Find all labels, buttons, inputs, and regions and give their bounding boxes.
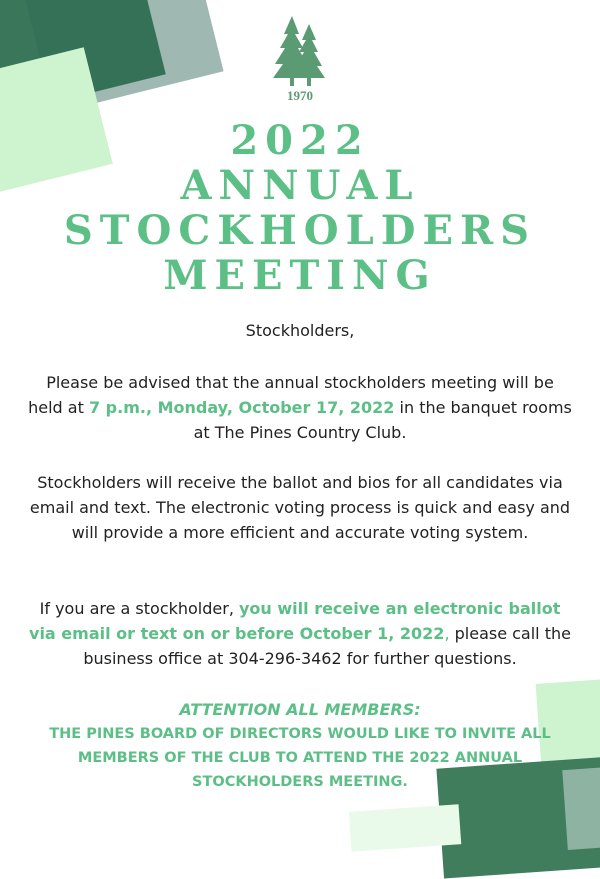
title-line-annual: ANNUAL <box>180 162 420 209</box>
attention-heading: ATTENTION ALL MEMBERS: <box>179 700 421 719</box>
title-line-meeting: MEETING <box>163 252 437 299</box>
meeting-date-time: 7 p.m., Monday, October 17, 2022 <box>88 398 395 417</box>
pine-trees-icon <box>265 14 335 88</box>
title-line-stockholders: STOCKHOLDERS <box>63 207 537 254</box>
attention-notice <box>20 698 580 794</box>
decor-square-light <box>349 804 462 852</box>
p3-text-after: please call the business office at 304-296-3462 for further questions. <box>83 624 571 668</box>
logo-year: 1970 <box>287 88 313 103</box>
title-line-year: 2022 <box>230 117 370 164</box>
voting-paragraph: Stockholders will receive the ballot and bios for all candidates via email and text. The electronic voting process is quick and easy and will provide a more efficient and accurate voting system. <box>29 473 571 542</box>
p3-comma: , <box>444 624 450 643</box>
p1-text-after: in the banquet rooms at The Pines Country Club. <box>193 398 572 442</box>
page-title <box>0 118 600 298</box>
ballot-paragraph <box>28 596 572 671</box>
p1-text-before: Please be advised that the annual stockholders meeting will be held at <box>28 373 554 417</box>
p3-text-before: If you are a stockholder, <box>39 599 239 618</box>
attention-body: THE PINES BOARD OF DIRECTORS WOULD LIKE TO INVITE ALL MEMBERS OF THE CLUB TO ATTEND THE 2022 ANNUAL STOCKHOLDERS MEETING. <box>49 726 551 790</box>
greeting: Stockholders, <box>245 321 355 340</box>
pine-tree-logo <box>265 14 335 106</box>
meeting-details-paragraph <box>28 370 572 445</box>
ballot-notice: you will receive an electronic ballot via email or text on or before October 1, 2022 <box>29 599 561 643</box>
